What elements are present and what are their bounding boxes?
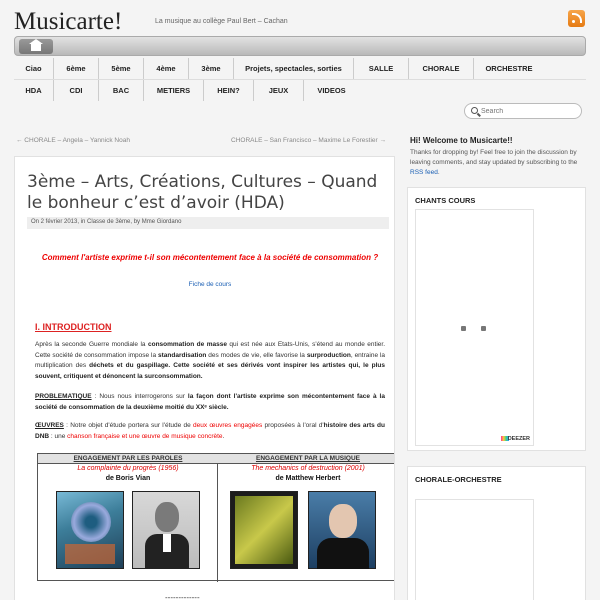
album-cover-image <box>230 491 298 569</box>
menu-item-hein[interactable]: HEIN? <box>204 80 254 101</box>
site-title[interactable]: Musicarte! <box>14 8 123 35</box>
menu-item-orchestre[interactable]: ORCHESTRE <box>485 64 533 73</box>
menu-item-cdi[interactable]: CDI <box>54 80 99 101</box>
article <box>14 156 395 600</box>
song-title-herbert: The mechanics of destruction (2001) <box>251 465 365 472</box>
menu-item-metiers[interactable]: METIERS <box>144 80 204 101</box>
menu-item-videos[interactable]: VIDEOS <box>317 86 346 95</box>
menu-item-projets[interactable]: Projets, spectacles, sorties <box>234 58 354 79</box>
menu-item-6eme[interactable]: 6ème <box>54 58 99 79</box>
home-button[interactable] <box>19 39 53 54</box>
menu-row-1 <box>14 58 586 80</box>
rss-feed-link[interactable]: RSS feed <box>410 169 438 176</box>
chorale-orchestre-widget <box>407 466 586 600</box>
loading-dot <box>461 326 466 331</box>
intro-heading: I. INTRODUCTION <box>35 322 112 332</box>
menu-item-hda[interactable]: HDA <box>14 80 54 101</box>
author-vian: de Boris Vian <box>105 475 151 482</box>
menu-item-3eme[interactable]: 3ème <box>189 58 234 79</box>
problematique-paragraph: PROBLEMATIQUE : Nous nous interrogerons sur la façon dont l'artiste exprime son mécontentement face à la société de consommation de la deuxième moitié du XXᵉ siècle. <box>35 393 385 411</box>
menu-item-chorale[interactable]: CHORALE <box>409 58 474 79</box>
deezer-label[interactable]: DEEZER <box>507 436 530 442</box>
portrait-photo <box>132 491 200 569</box>
menu-item-ciao[interactable]: Ciao <box>14 58 54 79</box>
menu-item-5eme[interactable]: 5ème <box>99 58 144 79</box>
top-nav-bar <box>14 36 586 56</box>
post-title[interactable]: 3ème – Arts, Créations, Cultures – Quand le bonheur c’est d’avoir (HDA) <box>27 172 378 213</box>
table-column-music <box>218 454 395 582</box>
author-herbert: de Matthew Herbert <box>275 475 341 482</box>
deezer-player[interactable] <box>415 209 534 446</box>
site-description: La musique au collège Paul Bert – Cachan <box>155 18 288 25</box>
previous-post-link[interactable]: ← CHORALE – Angela – Yannick Noah <box>16 137 130 144</box>
menu-item-salle[interactable]: SALLE <box>354 58 409 79</box>
main-menu <box>14 58 586 101</box>
search-icon[interactable] <box>471 107 478 114</box>
loading-dot <box>481 326 486 331</box>
separator-dashes: ------------- <box>165 593 200 600</box>
intro-paragraph: Après la seconde Guerre mondiale la consommation de masse qui est née aux Etats-Unis, s'étend au monde entier. Cette société de consommation impose la standardisation des modes de vie, elle favorise la surproduction, entraine la multiplication des déchets et du gaspillage. Cette société et ses dérivés vont inspirer les artistes qui, le plus souvent, critiquent et dénoncent la surconsommation. <box>35 341 386 380</box>
oeuvres-paragraph: ŒUVRES : Notre objet d'étude portera sur l'étude de deux œuvres engagées proposées à l'oral d'histoire des arts du DNB : une chanson française et une œuvre de musique concrète. <box>35 422 385 440</box>
works-table <box>37 453 395 581</box>
widget-title-chants-cours: CHANTS COURS <box>415 196 476 205</box>
widget-title-chorale-orchestre: CHORALE-ORCHESTRE <box>415 475 502 484</box>
song-title-vian: La complainte du progrès (1956) <box>77 465 179 472</box>
album-cover-image <box>56 491 124 569</box>
fiche-de-cours-link[interactable]: Fiche de cours <box>188 281 232 288</box>
home-icon <box>31 44 41 51</box>
post-question: Comment l'artiste exprime t-il son mécontentement face à la société de consommation ? <box>41 253 379 262</box>
menu-item-jeux[interactable]: JEUX <box>254 80 304 101</box>
menu-item-4eme[interactable]: 4ème <box>144 58 189 79</box>
rss-icon[interactable] <box>568 10 585 27</box>
chants-cours-widget <box>407 187 586 451</box>
deezer-player[interactable] <box>415 499 534 600</box>
table-column-lyrics <box>38 454 218 582</box>
welcome-text: Thanks for dropping by! Feel free to join the discussion by leaving comments, and stay updated by subscribing to the RSS feed. <box>410 149 578 176</box>
menu-row-2 <box>14 80 586 101</box>
table-header-lyrics: ENGAGEMENT PAR LES PAROLES <box>38 454 218 464</box>
welcome-heading: Hi! Welcome to Musicarte!! <box>410 136 513 145</box>
table-header-music: ENGAGEMENT PAR LA MUSIQUE <box>218 454 395 464</box>
portrait-photo <box>308 491 376 569</box>
next-post-link[interactable]: CHORALE – San Francisco – Maxime Le Forestier → <box>231 137 386 144</box>
search-box <box>464 103 582 119</box>
menu-item-bac[interactable]: BAC <box>99 80 144 101</box>
post-meta: On 2 février 2013, in Classe de 3ème, by Mme Giordano <box>27 217 389 229</box>
search-input[interactable] <box>481 105 576 117</box>
